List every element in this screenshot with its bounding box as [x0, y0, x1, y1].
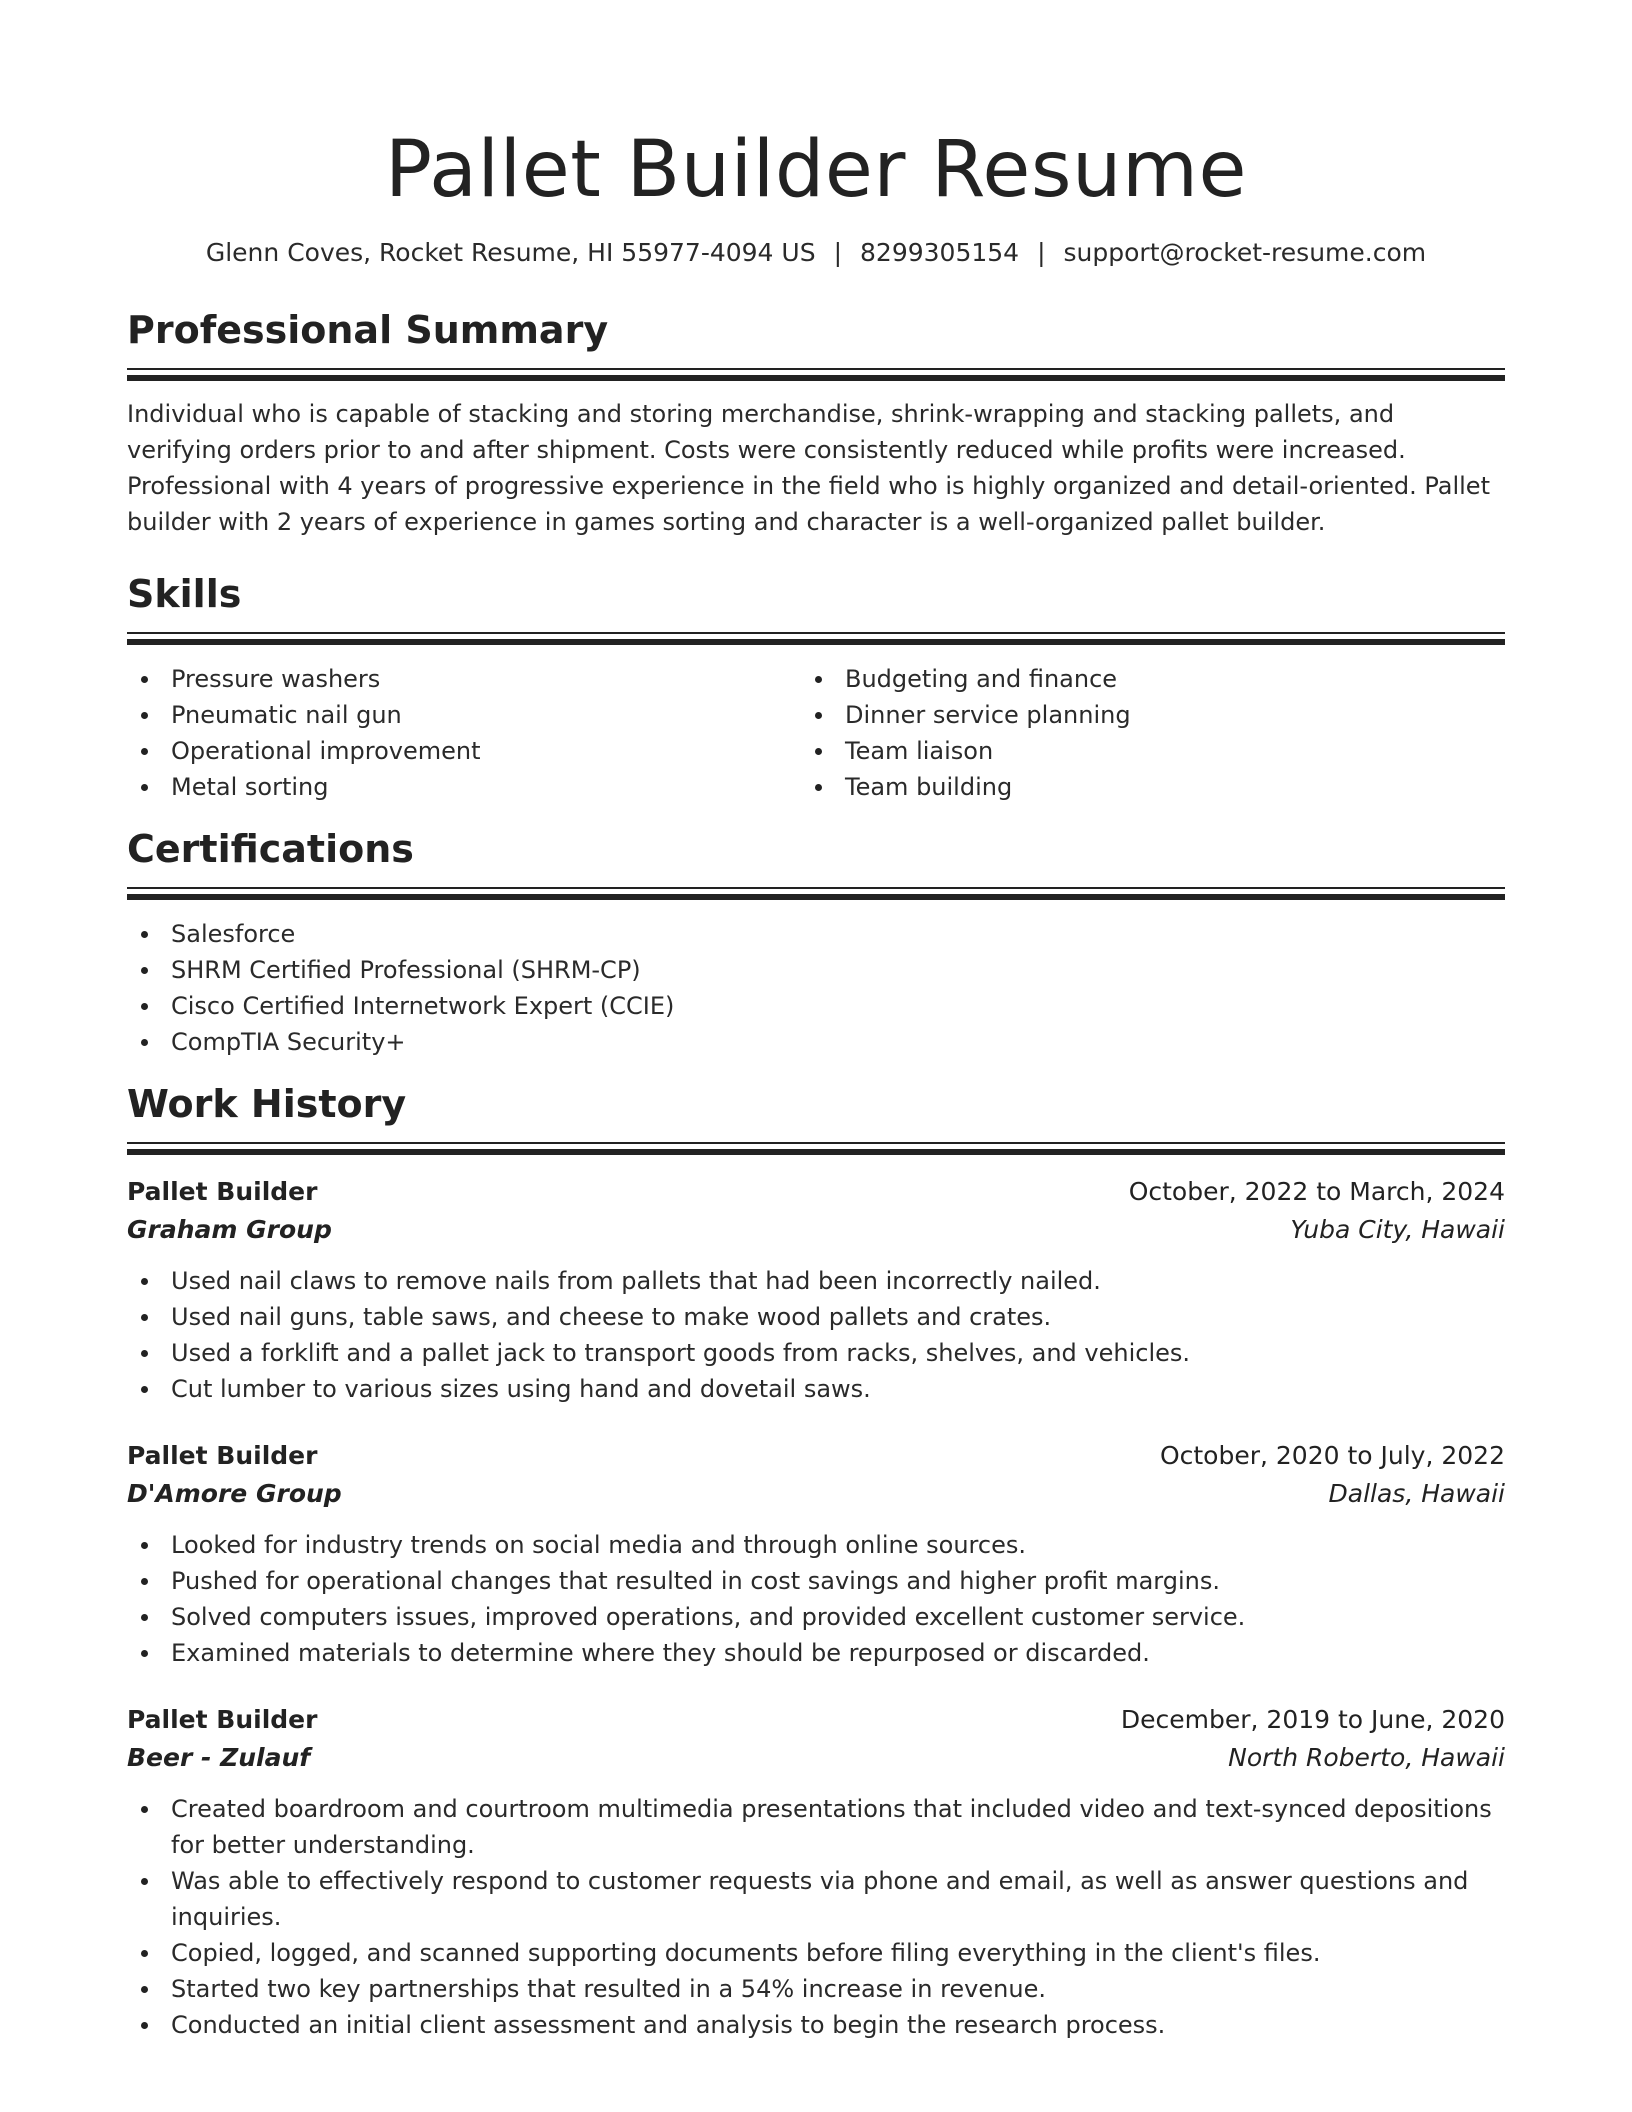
job-company: Graham Group	[127, 1215, 332, 1244]
list-item: Solved computers issues, improved operations, and provided excellent customer service.	[127, 1599, 1505, 1635]
job-subheader	[127, 1211, 1505, 1249]
job-location: North Roberto, Hawaii	[1228, 1743, 1505, 1772]
list-item: Budgeting and finance	[801, 661, 1475, 697]
list-item: Created boardroom and courtroom multimedia presentations that included video and text-synced depositions for better understanding.	[127, 1791, 1505, 1863]
list-item: Used nail guns, table saws, and cheese to make wood pallets and crates.	[127, 1299, 1505, 1335]
certifications-list	[127, 916, 1505, 1060]
skills-list-left	[127, 661, 801, 805]
job-header	[127, 1701, 1505, 1739]
list-item: Conducted an initial client assessment and analysis to begin the research process.	[127, 2007, 1505, 2043]
job-bullets	[127, 1527, 1505, 1671]
list-item: Pneumatic nail gun	[127, 697, 801, 733]
list-item: Dinner service planning	[801, 697, 1475, 733]
list-item: Examined materials to determine where they should be repurposed or discarded.	[127, 1635, 1505, 1671]
section-title-skills: Skills	[127, 572, 242, 616]
list-item: Team liaison	[801, 733, 1475, 769]
job-dates: October, 2022 to March, 2024	[1128, 1177, 1505, 1206]
summary-section	[127, 306, 1505, 540]
resume-title: Pallet Builder Resume	[385, 125, 1247, 215]
list-item: Pushed for operational changes that resulted in cost savings and higher profit margins.	[127, 1563, 1505, 1599]
section-divider-thick	[127, 639, 1505, 645]
list-item: Cut lumber to various sizes using hand and dovetail saws.	[127, 1371, 1505, 1407]
certifications-section	[127, 825, 1505, 1060]
section-divider	[127, 1142, 1505, 1144]
job-subheader	[127, 1739, 1505, 1777]
job-dates: October, 2020 to July, 2022	[1159, 1441, 1505, 1470]
job-entry	[127, 1173, 1505, 1407]
summary-text: Individual who is capable of stacking and storing merchandise, shrink-wrapping and stacking pallets, and verifying orders prior to and after shipment. Costs were consistently reduced while profits were increased. Professional with 4 years of progressive experience in the field who is highly organized and detail-oriented. Pallet builder with 2 years of experience in games sorting and character is a well-organized pallet builder.	[127, 400, 1490, 536]
section-divider	[127, 368, 1505, 370]
list-item: Used nail claws to remove nails from pallets that had been incorrectly nailed.	[127, 1263, 1505, 1299]
job-entry	[127, 1437, 1505, 1671]
job-bullets	[127, 1791, 1505, 2043]
job-company: Beer - Zulauf	[127, 1743, 311, 1772]
list-item: Pressure washers	[127, 661, 801, 697]
skills-list-right	[801, 661, 1475, 805]
contact-email[interactable]: support@rocket-resume.com	[1063, 238, 1427, 267]
job-header	[127, 1437, 1505, 1475]
list-item: Salesforce	[127, 916, 1505, 952]
list-item: Cisco Certified Internetwork Expert (CCIE)	[127, 988, 1505, 1024]
section-divider-thick	[127, 375, 1505, 381]
job-entry	[127, 1701, 1505, 2043]
job-location: Dallas, Hawaii	[1328, 1479, 1505, 1508]
list-item: Metal sorting	[127, 769, 801, 805]
section-divider-thick	[127, 894, 1505, 900]
job-header	[127, 1173, 1505, 1211]
list-item: CompTIA Security+	[127, 1024, 1505, 1060]
contact-line	[127, 236, 1505, 270]
job-location: Yuba City, Hawaii	[1290, 1215, 1505, 1244]
list-item: Team building	[801, 769, 1475, 805]
section-title-certifications: Certifications	[127, 827, 414, 871]
section-divider-thick	[127, 1149, 1505, 1155]
section-title-summary: Professional Summary	[127, 308, 609, 352]
job-title: Pallet Builder	[127, 1705, 318, 1734]
list-item: SHRM Certified Professional (SHRM-CP)	[127, 952, 1505, 988]
job-dates: December, 2019 to June, 2020	[1120, 1705, 1505, 1734]
job-subheader	[127, 1475, 1505, 1513]
job-title: Pallet Builder	[127, 1177, 318, 1206]
contact-separator: |	[833, 238, 843, 267]
job-bullets	[127, 1263, 1505, 1407]
work-history-section	[127, 1080, 1505, 2043]
list-item: Started two key partnerships that resulted in a 54% increase in revenue.	[127, 1971, 1505, 2007]
list-item: Operational improvement	[127, 733, 801, 769]
list-item: Looked for industry trends on social media and through online sources.	[127, 1527, 1505, 1563]
contact-address: Glenn Coves, Rocket Resume, HI 55977-4094 US	[205, 238, 816, 267]
list-item: Was able to effectively respond to customer requests via phone and email, as well as answer questions and inquiries.	[127, 1863, 1505, 1935]
list-item: Copied, logged, and scanned supporting documents before filing everything in the client's files.	[127, 1935, 1505, 1971]
contact-separator: |	[1037, 238, 1046, 267]
skills-grid	[127, 661, 1505, 805]
job-company: D'Amore Group	[127, 1479, 342, 1508]
job-title: Pallet Builder	[127, 1441, 318, 1470]
section-divider	[127, 887, 1505, 889]
section-title-work-history: Work History	[127, 1082, 407, 1126]
list-item: Used a forklift and a pallet jack to transport goods from racks, shelves, and vehicles.	[127, 1335, 1505, 1371]
contact-phone: 8299305154	[860, 238, 1020, 267]
section-divider	[127, 632, 1505, 634]
skills-section	[127, 570, 1505, 805]
